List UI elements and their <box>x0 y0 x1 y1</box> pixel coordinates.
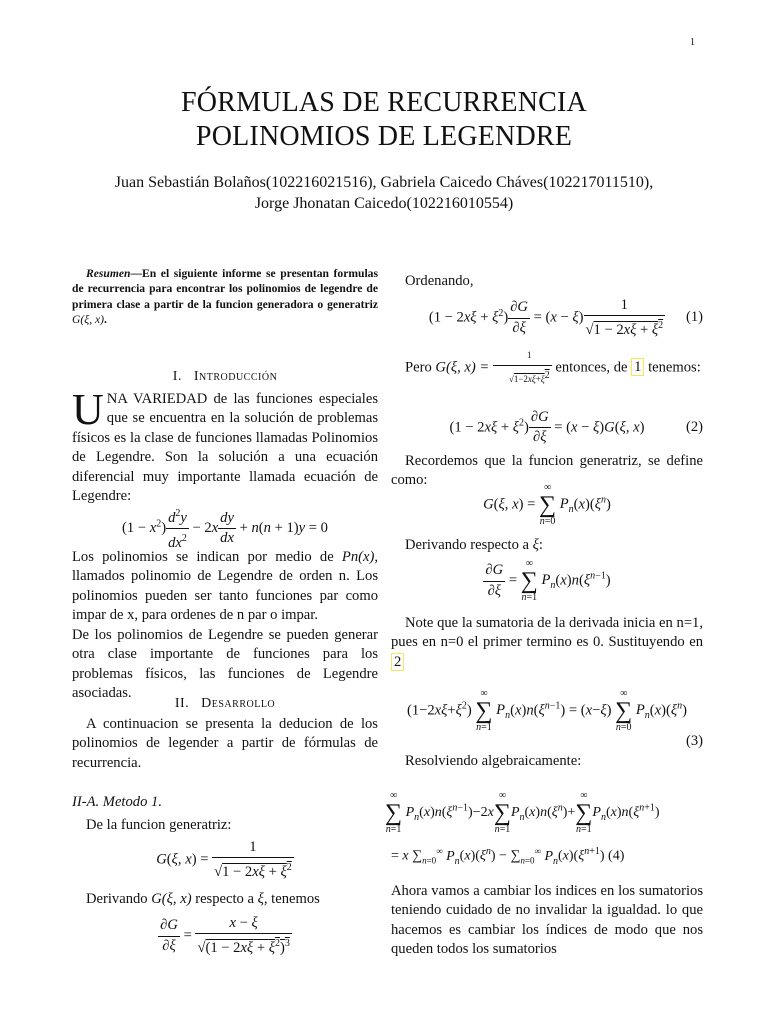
equation-1: $(1 - 2x\xi + \xi^2)$ $\frac{\partial G}{\partial\xi}$ = (x − ξ) $\frac{1}{√1 - 2x\xi + \xi^2}$ (1) <box>428 297 703 339</box>
derivando-b: : <box>538 537 543 553</box>
page-number: 1 <box>690 37 695 48</box>
derivando-math: ξ <box>532 537 539 553</box>
s2p3-a: Derivando <box>86 891 148 907</box>
s2p3-math1: G(ξ, x) <box>151 891 192 907</box>
pero-math: G(ξ, x) = <box>435 359 490 376</box>
section-1-paragraph-3 <box>72 626 378 704</box>
para3-text: De los polinomios de Legendre se pueden generar otra clase importante de funciones para los problemas físicos, las funciones de Legendre asociadas. <box>72 627 378 702</box>
equation-4-number: (4) <box>608 848 625 864</box>
note-text: Note que la sumatoria de la derivada inicia en n=1, pues en n=0 el primer termino es 0. Sustituyendo en <box>391 615 703 651</box>
paper-title <box>0 86 768 154</box>
section-1-paragraph-2 <box>72 548 378 626</box>
abstract-math: G(ξ, x) <box>72 313 105 327</box>
section-2-paragraph-1 <box>72 715 378 773</box>
equation-1-number: (1) <box>685 309 703 325</box>
pero-b: entonces, de <box>555 359 628 376</box>
citation-link-eq2[interactable]: 2 <box>391 653 404 671</box>
title-line-1: FÓRMULAS DE RECURRENCIA <box>181 87 587 118</box>
section-2-heading <box>72 694 378 713</box>
equation-3: $(1-2x\xi+\xi^2)$ ∞ ∑ n=1 $P_n(x)n(\xi^{n-1}) = (x-\xi)$ ∞ ∑ n=0 $P_n(x)(\xi^n)$ (3) <box>391 688 703 734</box>
title-line-2: POLINOMIOS DE LEGENDRE <box>195 121 573 152</box>
para2-text-b: , llamados polinomio de Legendre de orden n. Los polinomios pueden ser tanto funciones par como impar de x, para ordenes de n par o impar. <box>72 549 378 624</box>
s2p3-b: respecto a <box>195 891 254 907</box>
equation-4: ∞ ∑ n=1 $P_n(x)n(\xi^{n-1})-2x$ ∞ ∑ n=1 $P_n(x)n(\xi^n)+$ ∞ ∑ n=1 $P_n(x)n(\xi^{n+1})$ = x $\sum_{n=0}^\infty$ $P_n(x)(\xi^n) - \sum_{n=0}^\infty$ $P_n(x)(\xi^{n+1})$ (4) <box>385 790 660 867</box>
abstract-label: Resumen <box>86 267 131 280</box>
pero-paragraph: Pero G(ξ, x) = $\frac{1}{√1-2x\xi+\xi^2}$ entonces, de 1 tenemos: <box>391 346 703 390</box>
generating-function-equation: G(ξ, x) = $\frac{1}{√1 - 2x\xi + \xi^2}$ <box>156 839 292 881</box>
derivative-series: $\frac{\partial G}{\partial\xi}$ = ∞ ∑ n=1 $P_n(x)n(\xi^{n-1})$ <box>485 558 611 603</box>
generatriz-series: G(ξ, x) = ∞ ∑ n=0 $P_n(x)(\xi^n)$ <box>483 482 611 527</box>
drop-cap: U <box>72 385 104 434</box>
section-2-title: Desarrollo <box>201 696 276 711</box>
section-1-title: Introducción <box>193 369 278 384</box>
derivando-paragraph <box>391 536 703 555</box>
section-1-paragraph-1 <box>72 385 378 506</box>
derivando-a: Derivando respecto a <box>405 537 529 553</box>
s2p3-c: , tenemos <box>263 891 320 907</box>
section-2-number: II. <box>174 696 190 711</box>
derivative-equation: $\frac{\partial G}{\partial\xi}$ = $\frac{x - \xi}{√(1 - 2x\xi + \xi^2)^3}$ <box>160 915 290 957</box>
abstract-text: —En el siguiente informe se presentan formulas de recurrencia para encontrar los polinomios de legendre de primera clase a partir de la funcion generadora o generatriz <box>72 267 378 311</box>
authors-line-2: Jorge Jhonatan Caicedo(102216010554) <box>254 195 514 212</box>
author-list <box>0 172 768 214</box>
abstract <box>72 266 378 328</box>
equation-2: $(1 - 2x\xi + \xi^2)$ $\frac{\partial G}{\partial\xi}$ = (x − ξ)G(ξ, x) (2) <box>449 409 703 446</box>
intro-text: NA VARIEDAD de las funciones especiales que se encuentra en la solución de problemas físicos es la clase de funciones llamadas Polinomios de Legendre. Son la solución a una ecuación diferencial muy importante llamada ecuación de Legendre: <box>72 391 378 505</box>
section-1-number: I. <box>172 369 182 384</box>
resolviendo-paragraph: Resolviendo algebraicamente: <box>405 753 582 769</box>
section-2-paragraph-3 <box>72 890 378 909</box>
pn-math: Pn(x) <box>341 549 375 565</box>
note-paragraph <box>391 614 703 672</box>
subsection-heading: II-A. Metodo 1. <box>72 794 162 810</box>
equation-3-number: (3) <box>685 733 703 749</box>
section-1-heading <box>72 367 378 386</box>
ordenando-text: Ordenando, <box>405 273 474 289</box>
legendre-equation: $(1 - x^2)$ $\frac{d^2y}{dx^2}$ − 2x $\frac{dy}{dx}$ + n(n + 1)y = 0 <box>72 504 378 554</box>
pero-a: Pero <box>405 359 432 376</box>
para2-text-a: Los polinomios se indican por medio de <box>72 549 334 565</box>
s2p2-text: De la funcion generatriz: <box>86 817 232 833</box>
ahora-paragraph: Ahora vamos a cambiar los indices en los sumatorios teniendo cuidado de no invalidar la igualdad. lo que hacemos es cambiar los índices de modo que nos queden todos los sumatorios <box>391 883 703 958</box>
s2p3-math2: ξ <box>257 891 264 907</box>
recordemos-paragraph: Recordemos que la funcion generatriz, se define como: <box>391 453 703 489</box>
abstract-end: . <box>104 313 107 327</box>
pero-c: tenemos: <box>648 359 701 376</box>
equation-2-number: (2) <box>685 419 703 435</box>
s2p1-text: A continuacion se presenta la deducion de los polinomios de legender a partir de fórmulas de recurrencia. <box>72 716 378 771</box>
citation-link-eq1[interactable]: 1 <box>631 358 644 376</box>
section-2-paragraph-2 <box>72 816 378 835</box>
authors-line-1: Juan Sebastián Bolaños(102216021516), Gabriela Caicedo Cháves(102217011510), <box>114 174 654 191</box>
